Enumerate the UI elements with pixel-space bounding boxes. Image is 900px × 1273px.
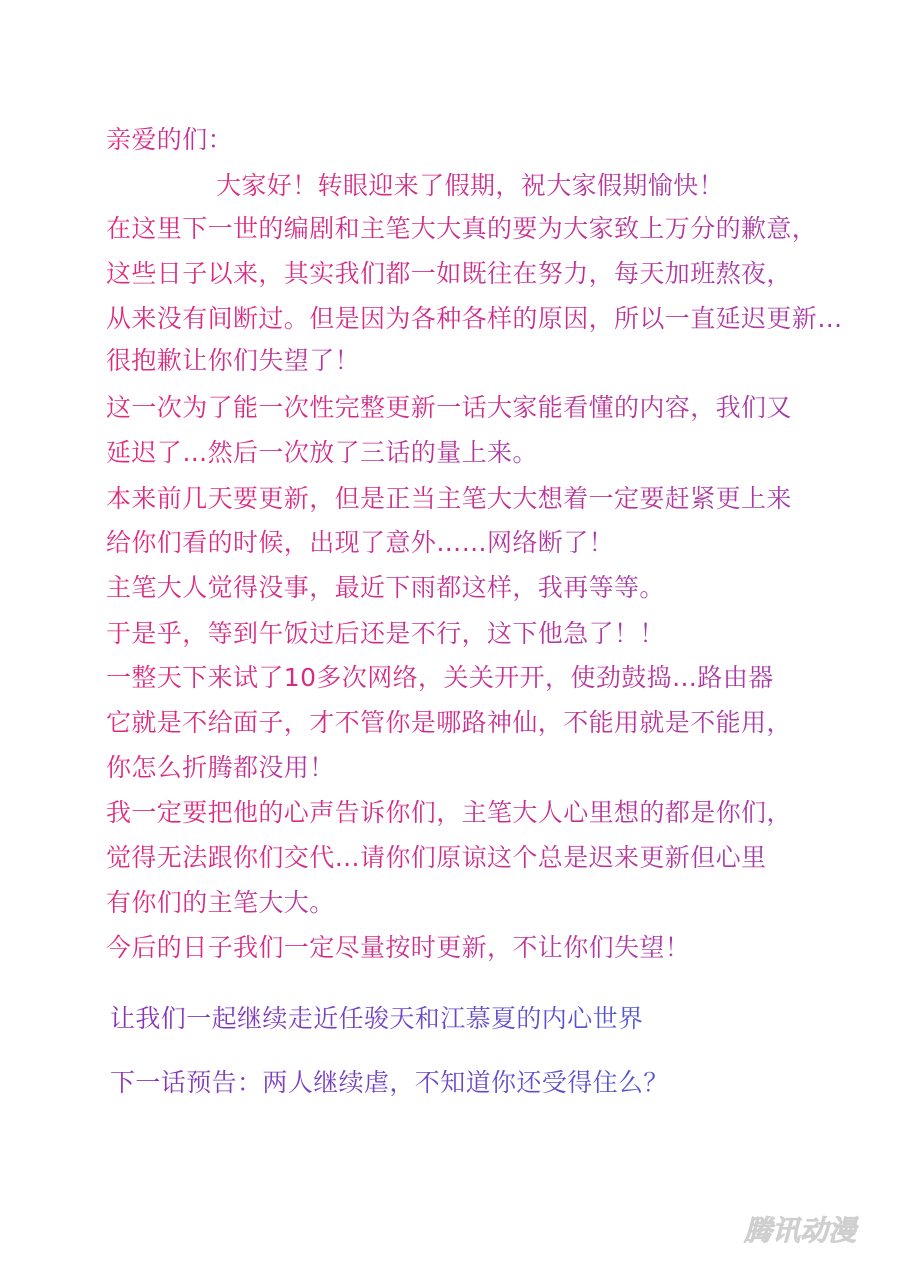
letter-line: 延迟了…然后一次放了三话的量上来。: [106, 438, 538, 467]
letter-line: 于是乎，等到午饭过后还是不行，这下他急了！！: [106, 619, 665, 648]
letter-greeting: 亲爱的们：: [106, 125, 234, 154]
next-episode-preview: 下一话预告：两人继续虐，不知道你还受得住么？: [110, 1068, 669, 1097]
letter-line: 很抱歉让你们失望了！: [106, 346, 361, 375]
letter-line: 觉得无法跟你们交代…请你们原谅这个总是迟来更新但心里: [106, 843, 767, 872]
letter-line: 本来前几天要更新，但是正当主笔大大想着一定要赶紧更上来: [106, 484, 792, 513]
footer-tagline: 让我们一起继续走近任骏天和江慕夏的内心世界: [110, 1004, 644, 1033]
letter-line: 有你们的主笔大大。: [106, 888, 335, 917]
letter-line: 今后的日子我们一定尽量按时更新，不让你们失望！: [106, 933, 691, 962]
tencent-comics-watermark: [740, 1213, 878, 1247]
letter-line: 一整天下来试了10多次网络，关关开开，使劲鼓捣…路由器: [106, 663, 774, 692]
letter-line: 这一次为了能一次性完整更新一话大家能看懂的内容，我们又: [106, 393, 792, 422]
letter-line: 你怎么折腾都没用！: [106, 753, 335, 782]
letter-line: 给你们看的时候，出现了意外……网络断了！: [106, 528, 615, 557]
svg-text:腾讯动漫: 腾讯动漫: [744, 1214, 857, 1247]
letter-line: 主笔大人觉得没事，最近下雨都这样，我再等等。: [106, 573, 665, 602]
letter-line: 大家好！转眼迎来了假期，祝大家假期愉快！: [216, 171, 725, 200]
watermark-logo-icon: [740, 1213, 878, 1247]
letter-line: 在这里下一世的编剧和主笔大大真的要为大家致上万分的歉意，: [106, 214, 818, 243]
letter-line: 从来没有间断过。但是因为各种各样的原因，所以一直延迟更新…: [106, 304, 843, 333]
letter-line: 我一定要把他的心声告诉你们，主笔大人心里想的都是你们，: [106, 798, 792, 827]
letter-line: 这些日子以来，其实我们都一如既往在努力，每天加班熬夜，: [106, 259, 792, 288]
letter-line: 它就是不给面子，才不管你是哪路神仙，不能用就是不能用，: [106, 708, 792, 737]
